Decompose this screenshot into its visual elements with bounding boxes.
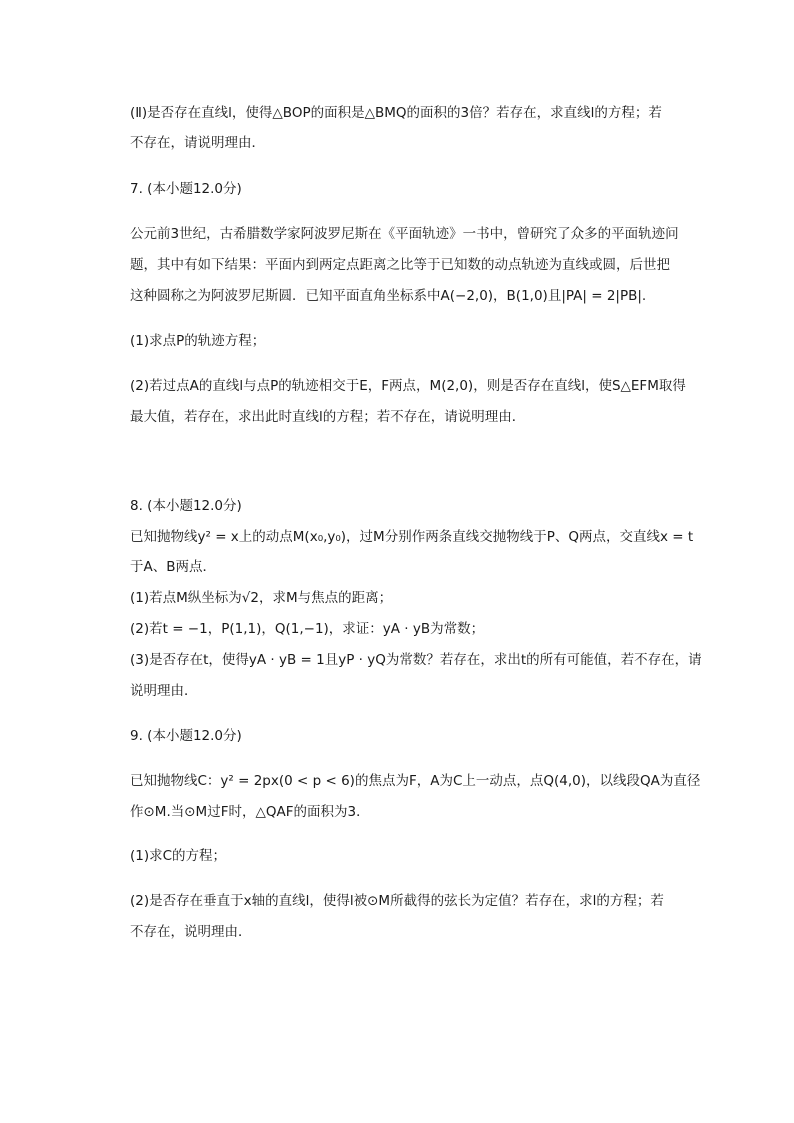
problem8-part3-line2: 说明理由． [130,683,198,699]
problem8-part3-line1: (3)是否存在t，使得yA · yB = 1且yP · yQ为常数？若存在，求出t的所有可能值，若不存在，请 [130,652,702,668]
problem9-part2-line1: (2)是否存在垂直于x轴的直线l，使得l被⊙M所截得的弦长为定值？若存在，求l的方程；若 [130,893,664,909]
problem8-line1: 已知抛物线y² = x上的动点M(x₀,y₀)，过M分别作两条直线交抛物线于P、Q两点，交直线x = t [130,529,694,545]
problem7-line2: 题，其中有如下结果：平面内到两定点距离之比等于已知数的动点轨迹为直线或圆，后世把 [130,257,670,273]
problem7-line1: 公元前3世纪，古希腊数学家阿波罗尼斯在《平面轨迹》一书中，曾研究了众多的平面轨迹问 [130,226,679,242]
problem6-part2-line1: (Ⅱ)是否存在直线l，使得△BOP的面积是△BMQ的面积的3倍？若存在，求直线l的方程；若 [130,105,662,121]
problem9-line2: 作⊙M.当⊙M过F时，△QAF的面积为3． [130,804,370,820]
problem7-heading: 7. (本小题12.0分) [130,181,242,197]
problem8-part2: (2)若t = −1，P(1,1)，Q(1,−1)，求证：yA · yB为常数； [130,621,485,637]
problem7-part2-line1: (2)若过点A的直线l与点P的轨迹相交于E，F两点，M(2,0)，则是否存在直线l，使S△EFM取得 [130,378,686,394]
problem7-part2-line2: 最大值，若存在，求出此时直线l的方程；若不存在，请说明理由． [130,409,526,425]
problem8-part1: (1)若点M纵坐标为√2，求M与焦点的距离； [130,590,393,606]
problem8-line2: 于A、B两点． [130,559,216,575]
problem7-line3: 这种圆称之为阿波罗尼斯圆．已知平面直角坐标系中A(−2,0)，B(1,0)且|PA| = 2|PB|. [130,288,647,304]
problem9-line1: 已知抛物线C：y² = 2px(0 < p < 6)的焦点为F，A为C上一动点，点Q(4,0)，以线段QA为直径 [130,773,701,789]
problem9-part1: (1)求C的方程； [130,848,227,864]
problem8-heading: 8. (本小题12.0分) [130,498,242,514]
problem7-part1: (1)求点P的轨迹方程； [130,333,266,349]
problem9-part2-line2: 不存在，说明理由． [130,924,252,940]
problem6-part2-line2: 不存在，请说明理由． [130,135,265,151]
problem9-heading: 9. (本小题12.0分) [130,728,242,744]
